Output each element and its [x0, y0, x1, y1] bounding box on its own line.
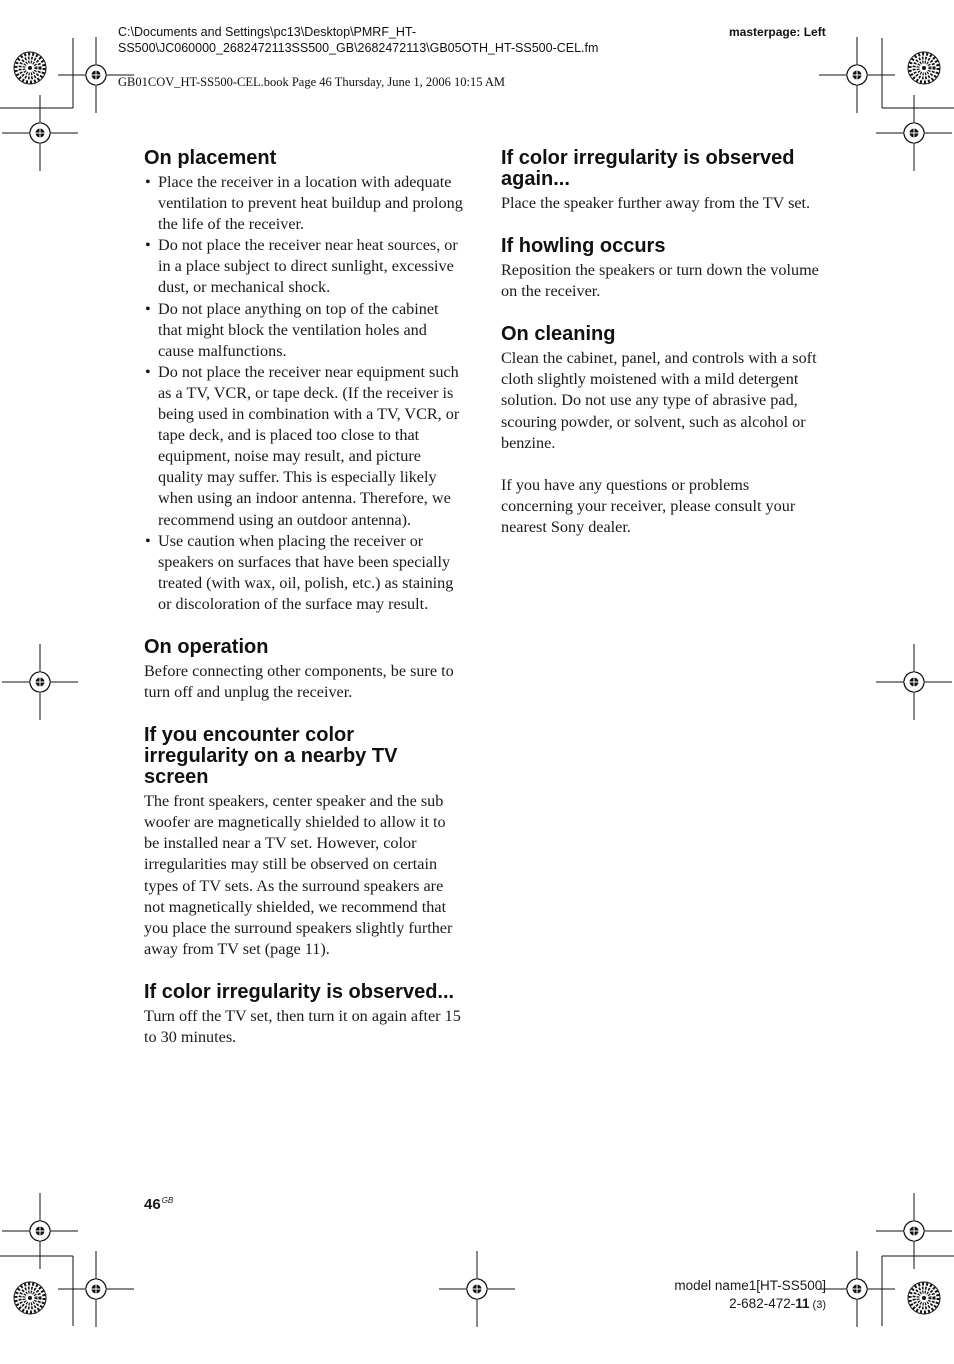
book-info-line: GB01COV_HT-SS500-CEL.book Page 46 Thursday, June 1, 2006 10:15 AM — [118, 75, 506, 89]
howling-text: Reposition the speakers or turn down the volume on the receiver. — [501, 261, 819, 301]
crosshair-mark — [439, 1251, 515, 1327]
part-code — [674, 1295, 826, 1314]
target-mark-tl — [14, 52, 46, 84]
section-cleaning — [501, 324, 821, 538]
cleaning-text: Clean the cabinet, panel, and controls with a soft cloth slightly moistened with a mild detergent solution. Do not use any type of abrasive pad, scouring powder, or solvent, such as alcohol or benzine. — [501, 349, 817, 452]
section-placement — [144, 148, 464, 615]
placement-list — [144, 172, 464, 615]
observed-again-text: Place the speaker further away from the TV set. — [501, 194, 811, 212]
part-code-prefix: 2-682-472- — [729, 1296, 796, 1311]
crosshair-mark — [819, 37, 895, 113]
section-howling — [501, 236, 821, 302]
target-mark-bl — [14, 1282, 46, 1314]
heading-observed: If color irregularity is observed... — [144, 980, 455, 1003]
section-observed-again — [501, 148, 821, 214]
file-path-line2: SS500\JC060000_2682472113SS500_GB\2682472113\GB05OTH_HT-SS500-CEL.fm — [118, 41, 599, 55]
file-path — [118, 24, 678, 56]
dealer-text: If you have any questions or problems concerning your receiver, please consult your nearest Sony dealer. — [501, 475, 796, 536]
crosshair-mark — [876, 95, 952, 171]
right-column — [501, 148, 821, 560]
observed-text: Turn off the TV set, then turn it on again after 15 to 30 minutes. — [144, 1006, 461, 1046]
list-item: • Do not place the receiver near heat sources, or in a place subject to direct sunlight, excessive dust, or mechanical shock. — [144, 235, 464, 298]
list-item: • Use caution when placing the receiver or speakers on surfaces that have been specially treated (with wax, oil, polish, etc.) as staining or discoloration of the surface may result. — [144, 531, 464, 615]
heading-operation: On operation — [144, 635, 269, 658]
section-color-irregularity — [144, 725, 464, 960]
crosshair-mark — [876, 1193, 952, 1269]
operation-text: Before connecting other components, be sure to turn off and unplug the receiver. — [144, 661, 454, 702]
file-path-line1: C:\Documents and Settings\pc13\Desktop\PMRF_HT- — [118, 25, 417, 39]
crosshair-mark — [819, 1251, 895, 1327]
heading-cleaning: On cleaning — [501, 323, 616, 346]
list-item: • Do not place anything on top of the cabinet that might block the ventilation holes and cause malfunctions. — [144, 299, 464, 362]
crosshair-mark — [58, 1251, 134, 1327]
part-code-suffix: (3) — [809, 1299, 826, 1311]
page-number-suffix: GB — [161, 1196, 174, 1205]
list-item: • Do not place the receiver near equipment such as a TV, VCR, or tape deck. (If the receiver is being used in combination with a TV, VCR, or tape deck, and is placed too close to that equipment, noise may result, and picture quality may suffer. This is especially likely when using an indoor antenna. Therefore, we recommend using an outdoor antenna). — [144, 362, 464, 531]
crosshair-mark — [2, 1193, 78, 1269]
target-mark-br — [908, 1282, 940, 1314]
color-irregularity-text: The front speakers, center speaker and the sub woofer are magnetically shielded to allow it to be installed near a TV set. However, color irregularities may still be observed on certain types of TV sets. As the surround speakers are not magnetically shielded, we recommend that you place the surround speakers slightly further away from TV set (page 11). — [144, 792, 453, 958]
target-mark-tr — [908, 52, 940, 84]
left-column — [144, 148, 464, 1070]
section-operation — [144, 637, 464, 703]
list-item: • Place the receiver in a location with adequate ventilation to prevent heat buildup and prolong the life of the receiver. — [144, 172, 464, 235]
footer-model-info — [674, 1277, 826, 1314]
page-number-value: 46 — [144, 1196, 161, 1213]
crosshair-mark — [876, 644, 952, 720]
heading-howling: If howling occurs — [501, 235, 666, 258]
page-number — [144, 1196, 173, 1213]
crosshair-mark — [2, 644, 78, 720]
model-name: model name1[HT-SS500] — [674, 1278, 826, 1293]
crosshair-mark — [2, 95, 78, 171]
section-observed — [144, 982, 464, 1048]
heading-color-irregularity: If you encounter color irregularity on a nearby TV screen — [144, 724, 398, 789]
masterpage-label: masterpage: Left — [729, 25, 826, 39]
heading-placement: On placement — [144, 147, 277, 169]
part-code-bold: 11 — [795, 1296, 810, 1311]
heading-observed-again: If color irregularity is observed again... — [501, 147, 795, 190]
